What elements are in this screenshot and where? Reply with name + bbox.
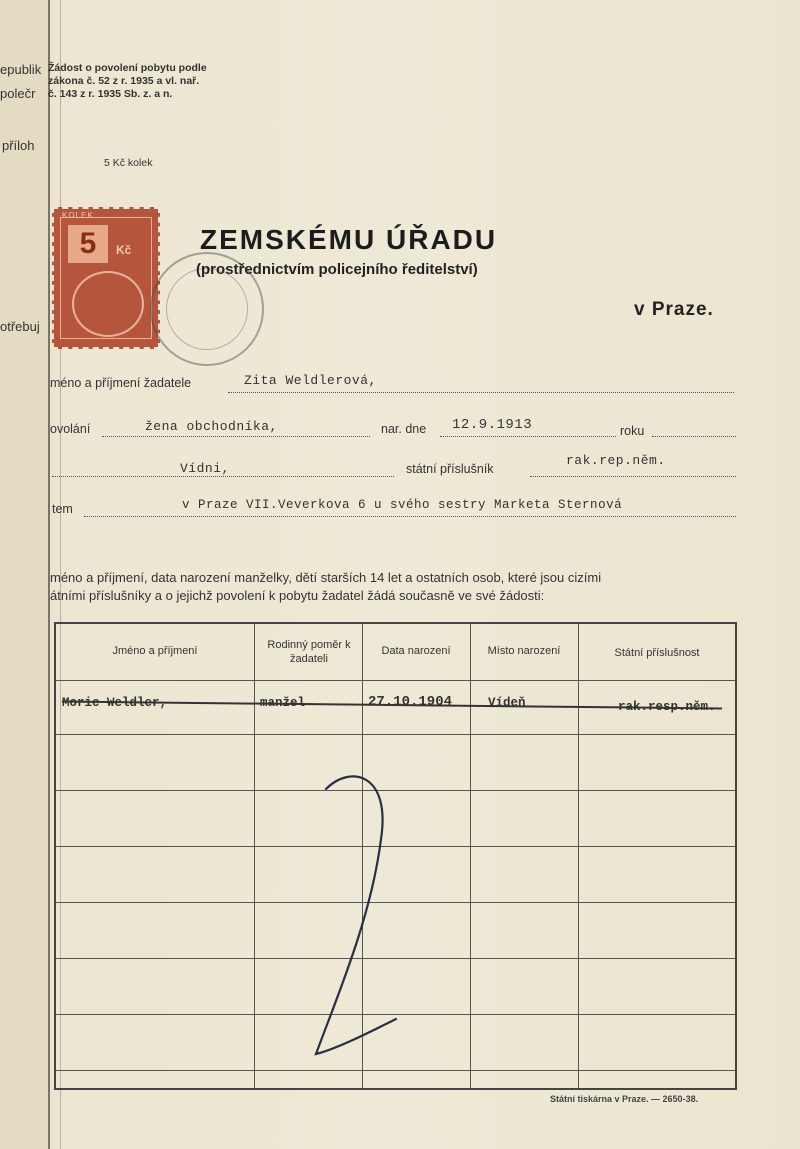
table-cell: Moric Weldler, (62, 696, 168, 710)
birthplace-value: Vídni, (180, 461, 230, 476)
underlying-text: epublik (0, 62, 42, 77)
underlying-page-strip (0, 0, 50, 1149)
table-cell: 27.10.1904 (368, 694, 453, 710)
addressee-subtitle: (prostřednictvím policejního ředitelství) (196, 261, 478, 278)
lion-emblem-icon (72, 271, 144, 337)
table-cell: Vídeň (488, 696, 526, 710)
addressee-city: v Praze. (634, 299, 714, 320)
instruction-line: átními příslušníky a o jejichž povolení k pobytu žadatel žádá současně ve své žádosti: (50, 588, 545, 603)
header-note-line: zákona č. 52 z r. 1935 a vl. nař. (48, 75, 200, 87)
stamp-note: 5 Kč kolek (104, 157, 153, 169)
revenue-stamp (52, 207, 160, 349)
printer-footer: Státní tiskárna v Praze. — 2650-38. (550, 1094, 699, 1104)
born-value: 12.9.1913 (452, 417, 533, 433)
table-cell: manžel (260, 696, 306, 710)
persons-table (54, 622, 737, 1090)
residence-value: v Praze VII.Veverkova 6 u svého sestry Marketa Sternová (182, 498, 623, 512)
table-cell: rak.resp.něm. (618, 700, 716, 714)
addressee-title: ZEMSKÉMU ÚŘADU (200, 224, 498, 255)
stamp-value: 5 (68, 225, 108, 263)
table-header: Místo narození (487, 645, 561, 657)
table-header: Jméno a příjmení (112, 645, 198, 657)
name-value: Zita Weldlerová, (244, 373, 377, 388)
header-note-line: Žádost o povolení pobytu podle (48, 62, 207, 74)
occupation-label: ovolání (50, 422, 91, 436)
instruction-line: méno a příjmení, data narození manželky, dětí starších 14 let a ostatních osob, které jsou cizími (50, 570, 602, 585)
citizenship-label: státní příslušník (406, 462, 494, 476)
handwritten-mark (296, 769, 416, 1069)
stamp-head: KOLEK (62, 211, 94, 220)
table-header: Státní příslušnost (614, 647, 700, 659)
header-note (48, 62, 207, 101)
table-header: Data narození (381, 645, 451, 657)
citizenship-value: rak.rep.něm. (566, 453, 666, 468)
name-label: méno a příjmení žadatele (50, 376, 192, 390)
year-label: roku (620, 424, 645, 438)
residence-label: tem (52, 502, 73, 516)
underlying-text: příloh (2, 138, 35, 153)
table-header: Rodinný poměr k žadateli (267, 639, 351, 665)
underlying-text: otřebuj (0, 319, 40, 334)
born-label: nar. dne (381, 422, 427, 436)
stamp-unit: Kč (116, 243, 132, 257)
underlying-text: polečr (0, 86, 36, 101)
header-note-line: č. 143 z r. 1935 Sb. z. a n. (48, 88, 173, 100)
occupation-value: žena obchodníka, (145, 419, 278, 434)
